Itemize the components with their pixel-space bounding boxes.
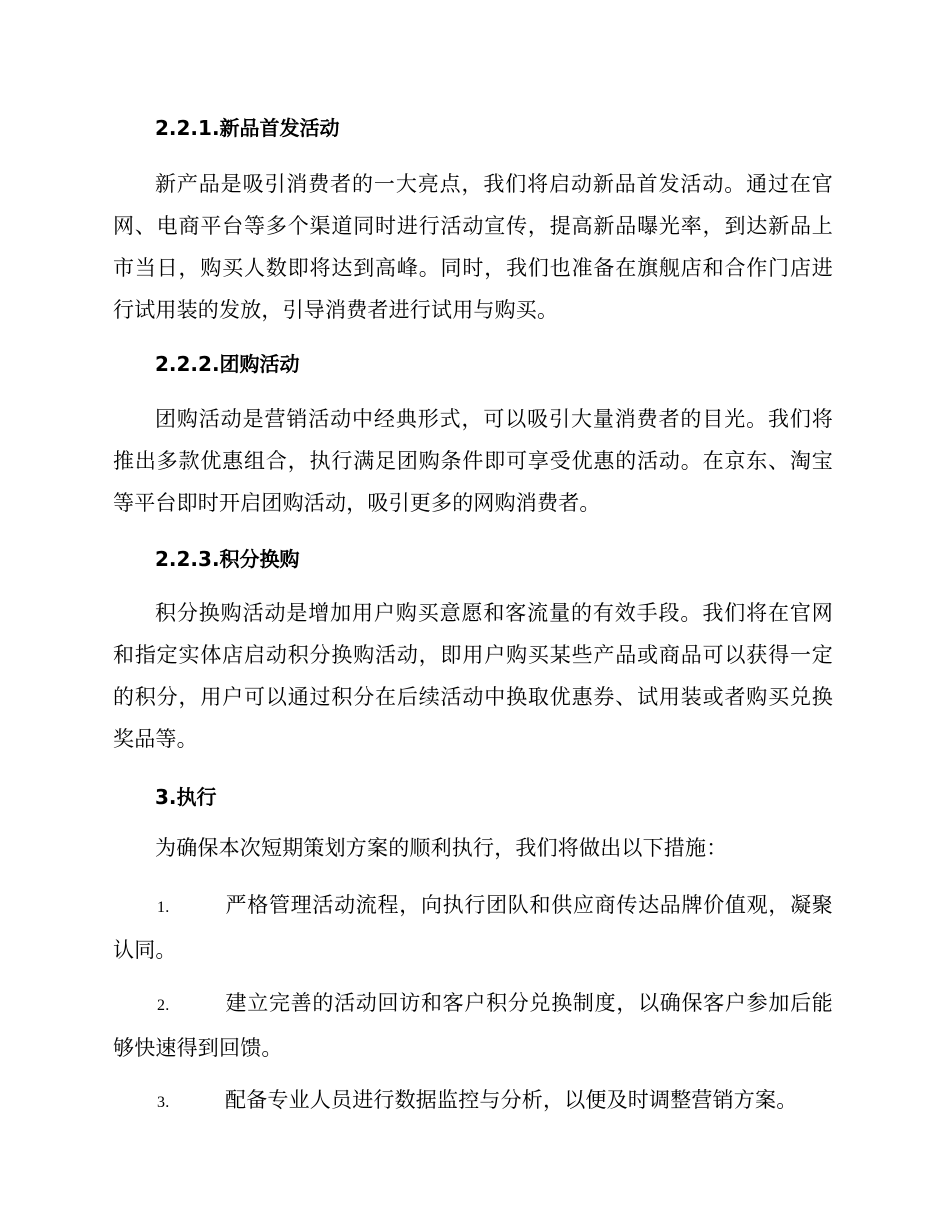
list-item-text: 建立完善的活动回访和客户积分兑换制度，以确保客户参加后能够快速得到回馈。 [113, 991, 833, 1060]
list-item-text: 配备专业人员进行数据监控与分析，以便及时调整营销方案。 [225, 1088, 798, 1112]
execution-list-item [113, 884, 833, 971]
section-heading-points-exchange: 2.2.3.积分换购 [155, 547, 300, 571]
list-item-number: 1. [157, 899, 170, 916]
execution-intro: 为确保本次短期策划方案的顺利执行，我们将做出以下措施： [155, 836, 728, 860]
list-item-number: 3. [157, 1094, 170, 1111]
section-heading-group-buy: 2.2.2.团购活动 [155, 352, 300, 376]
execution-list-item [113, 982, 833, 1069]
section-heading-new-product: 2.2.1.新品首发活动 [155, 116, 340, 140]
section-paragraph-points-exchange: 积分换购活动是增加用户购买意愿和客流量的有效手段。我们将在官网和指定实体店启动积分换购活动，即用户购买某些产品或商品可以获得一定的积分，用户可以通过积分在后续活动中换取优惠券、试用装或者购买兑换奖品等。 [113, 601, 833, 751]
list-item-number: 2. [157, 997, 170, 1014]
section-paragraph-new-product: 新产品是吸引消费者的一大亮点，我们将启动新品首发活动。通过在官网、电商平台等多个渠道同时进行活动宣传，提高新品曝光率，到达新品上市当日，购买人数即将达到高峰。同时，我们也准备在旗舰店和合作门店进行试用装的发放，引导消费者进行试用与购买。 [113, 172, 833, 322]
execution-heading: 3.执行 [155, 785, 217, 809]
section-paragraph-group-buy: 团购活动是营销活动中经典形式，可以吸引大量消费者的目光。我们将推出多款优惠组合，执行满足团购条件即可享受优惠的活动。在京东、淘宝等平台即时开启团购活动，吸引更多的网购消费者。 [113, 407, 833, 515]
list-item-text: 严格管理活动流程，向执行团队和供应商传达品牌价值观，凝聚认同。 [113, 893, 833, 962]
execution-list-item [113, 1079, 833, 1124]
